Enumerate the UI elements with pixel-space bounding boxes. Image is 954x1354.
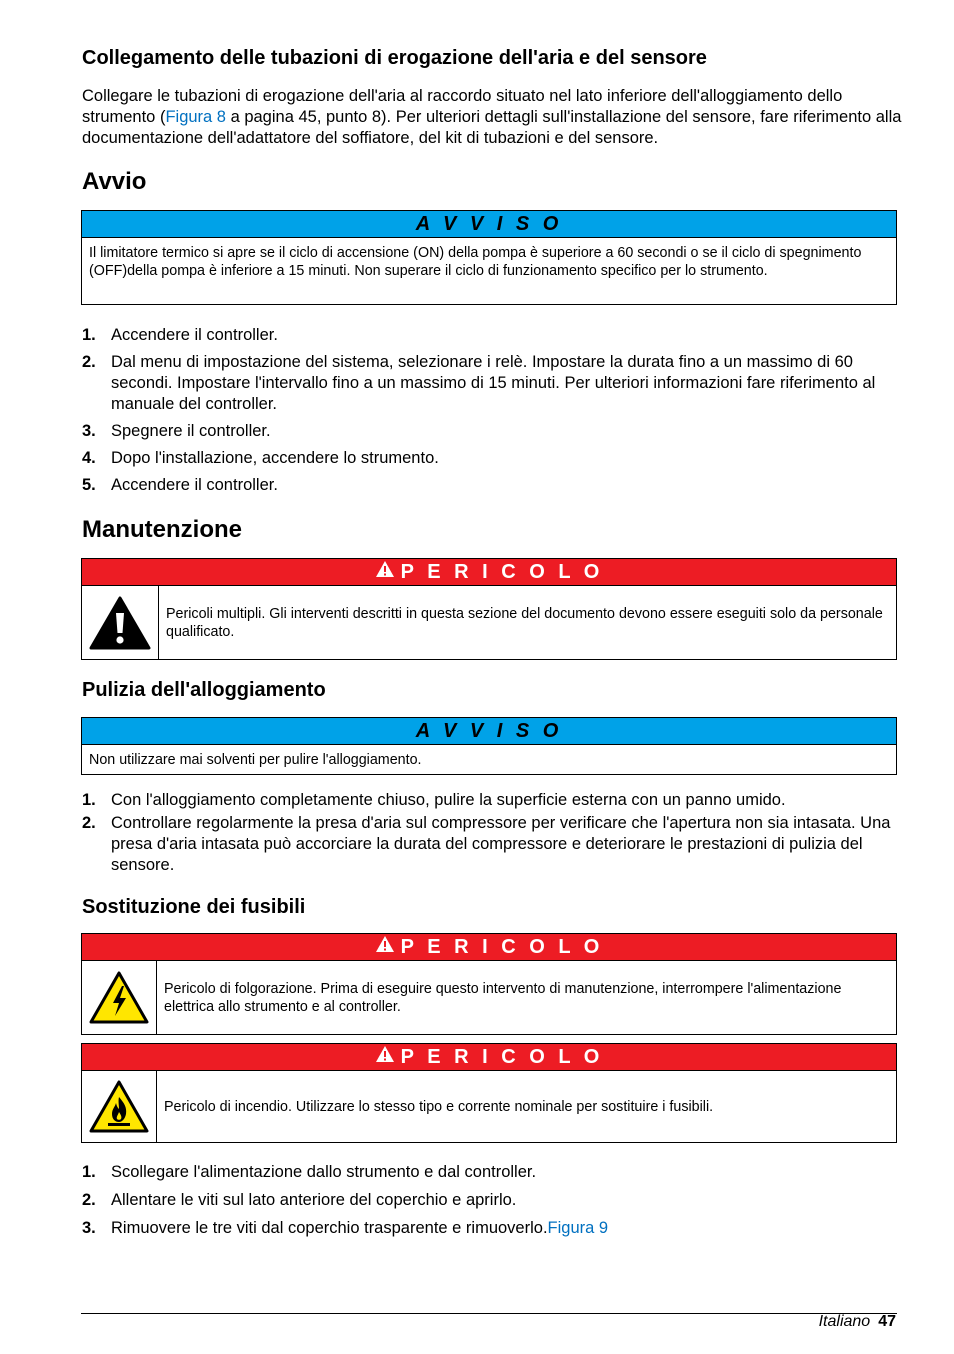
section-heading-air-tubing: Collegamento delle tubazioni di erogazione dell'aria e del sensore: [82, 47, 707, 69]
fusibili-danger-text-1: Pericolo di folgorazione. Prima di eseguire questo intervento di manutenzione, interrompere l'alimentazione elettrica allo strumento e al controller.: [164, 980, 842, 1015]
step-text: Spegnere il controller.: [111, 422, 271, 440]
list-item: [82, 790, 896, 811]
manutenzione-danger-header: [82, 559, 896, 586]
fusibili-danger-label-1: P E R I C O L O: [400, 935, 604, 958]
fusibili-danger-label-2: P E R I C O L O: [400, 1045, 604, 1068]
step-text: Allentare le viti sul lato anteriore del coperchio e aprirlo.: [111, 1191, 517, 1209]
step-text: Con l'alloggiamento completamente chiuso, pulire la superficie esterna con un panno umido.: [111, 791, 786, 809]
fire-hazard-icon: [82, 1071, 157, 1142]
list-item: [82, 1218, 896, 1239]
page-footer: [819, 1313, 896, 1331]
step-number: 5.: [82, 476, 96, 494]
figura-9-link[interactable]: Figura 9: [547, 1219, 609, 1237]
heading-manutenzione: Manutenzione: [82, 516, 242, 543]
step-number: 2.: [82, 353, 96, 371]
step-number: 1.: [82, 791, 96, 809]
list-item: [82, 448, 896, 469]
figura-8-link[interactable]: Figura 8: [165, 108, 226, 126]
air-tubing-text-1: Collegare le tubazioni di erogazione dell'aria al raccordo situato nel lato inferiore dell'alloggiamento dello strumento (: [82, 87, 843, 126]
warning-triangle-icon: [375, 935, 395, 959]
avvio-notice-label: A V V I S O: [82, 211, 896, 238]
fusibili-danger-box-1: [81, 933, 897, 1035]
list-item: [82, 1162, 896, 1183]
footer-language: Italiano: [818, 1313, 871, 1330]
list-item: [82, 475, 896, 496]
step-text: Scollegare l'alimentazione dallo strumento e dal controller.: [111, 1163, 537, 1181]
avvio-steps-list: [82, 325, 896, 496]
step-text: Dopo l'installazione, accendere lo strumento.: [111, 449, 439, 467]
heading-avvio: Avvio: [82, 168, 147, 195]
fusibili-steps-list: [82, 1162, 896, 1239]
electrical-hazard-icon: [82, 961, 157, 1034]
fusibili-danger-box-2: [81, 1043, 897, 1143]
heading-pulizia: Pulizia dell'alloggiamento: [82, 679, 326, 701]
fusibili-danger-header-1: [82, 934, 896, 961]
step-number: 1.: [82, 326, 96, 344]
manutenzione-danger-label: P E R I C O L O: [400, 560, 604, 583]
hazard-exclamation-icon: [82, 586, 159, 659]
air-tubing-text-2: a pagina 45, punto 8). Per ulteriori dettagli sull'installazione del sensore, fare riferimento alla documentazione dell'adattatore del soffiatore, del kit di tubazioni e del sensore.: [82, 108, 902, 147]
step-number: 3.: [82, 422, 96, 440]
step-text: Accendere il controller.: [111, 326, 278, 344]
step-number: 3.: [82, 1219, 96, 1237]
air-tubing-paragraph: [82, 86, 902, 149]
manutenzione-danger-text: Pericoli multipli. Gli interventi descritti in questa sezione del documento devono essere eseguiti solo da personale qualificato.: [166, 605, 883, 640]
warning-triangle-icon: [375, 560, 395, 584]
step-text: Rimuovere le tre viti dal coperchio trasparente e rimuoverlo.: [111, 1219, 548, 1237]
manutenzione-danger-box: [81, 558, 897, 660]
fusibili-danger-text-2: Pericolo di incendio. Utilizzare lo stesso tipo e corrente nominale per sostituire i fusibili.: [164, 1098, 714, 1115]
list-item: [82, 352, 896, 415]
step-text: Controllare regolarmente la presa d'aria sul compressore per verificare che l'apertura non sia intasata. Una presa d'aria intasata può accorciare la durata del compressore e deteriorare le prestazioni di pulizia del sensore.: [111, 814, 891, 874]
step-number: 4.: [82, 449, 96, 467]
pulizia-notice-label: A V V I S O: [82, 718, 896, 745]
pulizia-steps-list: [82, 790, 896, 876]
avvio-notice-text: Il limitatore termico si apre se il ciclo di accensione (ON) della pompa è superiore a 60 secondi o se il ciclo di spegnimento (OFF)della pompa è inferiore a 15 minuti. Non superare il ciclo di funzionamento specifico per lo strumento.: [89, 245, 862, 279]
heading-fusibili: Sostituzione dei fusibili: [82, 896, 306, 918]
list-item: [82, 325, 896, 346]
list-item: [82, 421, 896, 442]
step-text: Accendere il controller.: [111, 476, 278, 494]
fusibili-danger-header-2: [82, 1044, 896, 1071]
step-number: 2.: [82, 1191, 96, 1209]
list-item: [82, 1190, 896, 1211]
pulizia-notice-box: [81, 717, 897, 775]
list-item: [82, 813, 896, 876]
step-text: Dal menu di impostazione del sistema, selezionare i relè. Impostare la durata fino a un massimo di 60 secondi. Impostare l'intervallo fino a un massimo di 15 minuti. Per ulteriori informazioni fare riferimento al manuale del controller.: [111, 353, 876, 413]
warning-triangle-icon: [375, 1045, 395, 1069]
page-number: 47: [878, 1313, 896, 1330]
step-number: 2.: [82, 814, 96, 832]
avvio-notice-box: [81, 210, 897, 305]
footer-divider: [81, 1313, 897, 1314]
pulizia-notice-text: Non utilizzare mai solventi per pulire l'alloggiamento.: [89, 752, 422, 768]
step-number: 1.: [82, 1163, 96, 1181]
